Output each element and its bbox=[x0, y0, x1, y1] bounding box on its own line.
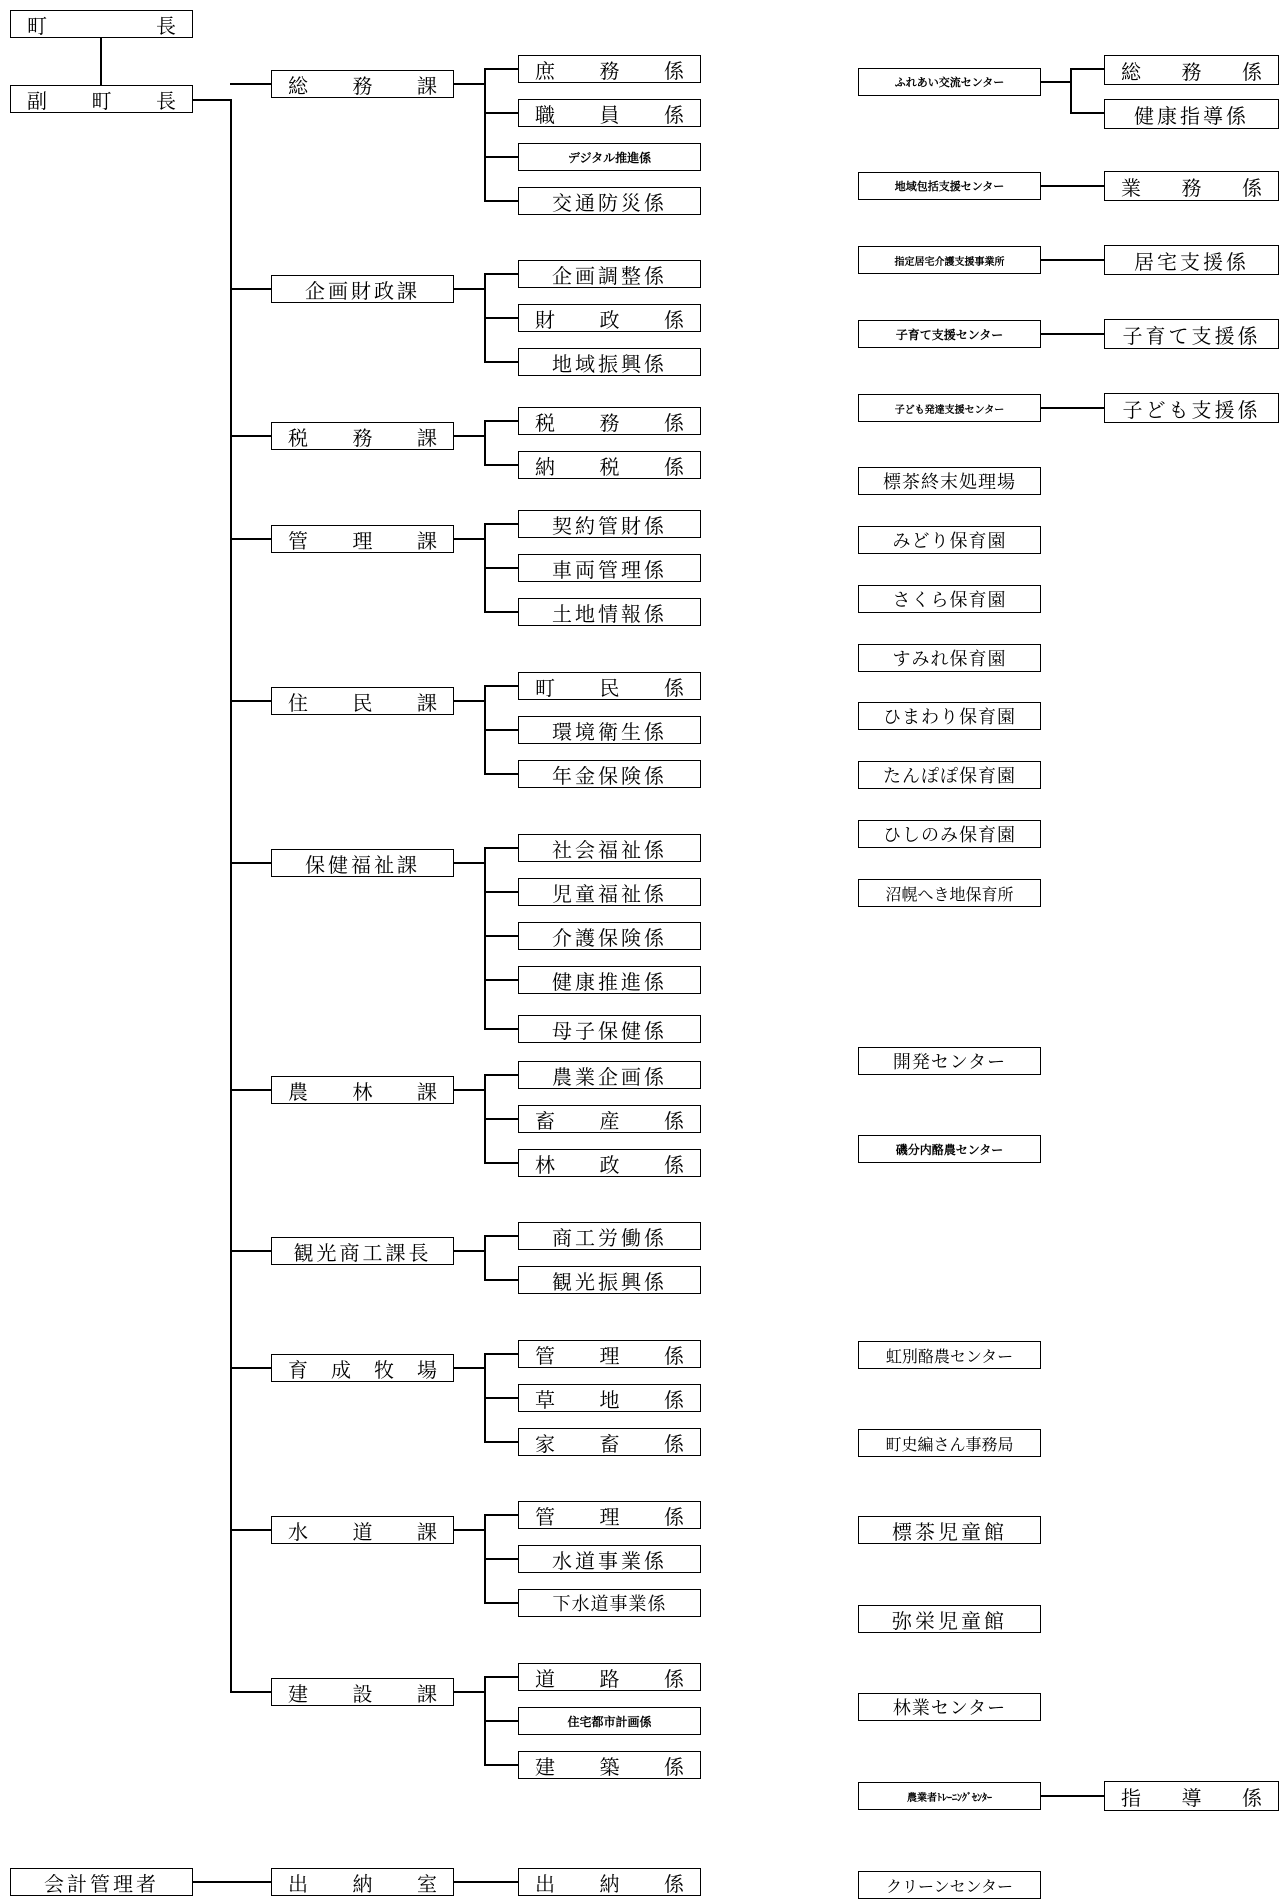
dept-section-line bbox=[454, 1250, 484, 1252]
section-box: 交通防災係 bbox=[518, 187, 701, 215]
accounting-manager-box: 会計管理者 bbox=[10, 1868, 193, 1896]
department-box: 観光商工課長 bbox=[271, 1237, 454, 1265]
section-box bbox=[518, 1501, 701, 1529]
section-box-char: 係 bbox=[664, 1666, 684, 1691]
section-branch-line bbox=[484, 1558, 518, 1560]
section-box-char: 税 bbox=[535, 410, 555, 435]
section-box-char: 築 bbox=[599, 1754, 620, 1779]
facility-box: ひまわり保育園 bbox=[858, 702, 1041, 730]
mayor-box-char: 長 bbox=[156, 13, 176, 38]
section-branch-line bbox=[484, 1602, 518, 1604]
department-box-char: 民 bbox=[352, 690, 373, 715]
facility-section-box: 子ども支援係 bbox=[1104, 393, 1279, 423]
section-branch-line bbox=[484, 979, 518, 981]
section-branch-line bbox=[484, 523, 518, 525]
facility-section-line bbox=[1041, 1795, 1104, 1797]
section-box: 介護保険係 bbox=[518, 922, 701, 950]
section-box-char: 係 bbox=[664, 1387, 684, 1412]
facility-section-line bbox=[1041, 333, 1104, 335]
department-box bbox=[271, 1076, 454, 1104]
section-branch-line bbox=[484, 1441, 518, 1443]
dept-section-line bbox=[454, 1089, 484, 1091]
section-box bbox=[518, 1149, 701, 1177]
department-box-char: 理 bbox=[352, 528, 373, 553]
mayor-deputy-line bbox=[100, 38, 102, 85]
section-box: 車両管理係 bbox=[518, 554, 701, 582]
facility-box: 町史編さん事務局 bbox=[858, 1429, 1041, 1457]
dept-branch-line bbox=[230, 288, 271, 290]
treasury-office-box-char: 室 bbox=[417, 1871, 437, 1896]
facility-branch-line bbox=[1070, 68, 1104, 70]
section-box-char: 員 bbox=[599, 102, 620, 127]
dept-section-line bbox=[454, 1529, 484, 1531]
section-box: 環境衛生係 bbox=[518, 716, 701, 744]
facility-box: 開発センター bbox=[858, 1047, 1041, 1075]
facility-section-box: 子育て支援係 bbox=[1104, 319, 1279, 349]
section-box: デジタル推進係 bbox=[518, 143, 701, 171]
facility-box: 農業者ﾄﾚｰﾆﾝｸﾞｾﾝﾀｰ bbox=[858, 1782, 1041, 1810]
department-box-char: 住 bbox=[288, 690, 308, 715]
section-box: 企画調整係 bbox=[518, 260, 701, 288]
facility-section-box bbox=[1104, 1781, 1279, 1811]
facility-section-box-char: 係 bbox=[1242, 175, 1262, 200]
main-trunk-line bbox=[230, 99, 232, 1693]
section-box-char: 路 bbox=[599, 1666, 620, 1691]
facility-section-box-char: 指 bbox=[1121, 1785, 1141, 1810]
section-bus-line bbox=[484, 69, 486, 201]
section-box bbox=[518, 672, 701, 700]
section-box-char: 理 bbox=[599, 1504, 620, 1529]
section-box-char: 係 bbox=[664, 1108, 684, 1133]
mayor-box-char: 町 bbox=[27, 13, 47, 38]
section-box-char: 庶 bbox=[535, 58, 555, 83]
facility-box: 林業センター bbox=[858, 1693, 1041, 1721]
facility-box: 磯分内酪農センター bbox=[858, 1135, 1041, 1163]
facility-section-box bbox=[1104, 171, 1279, 201]
department-box bbox=[271, 70, 454, 98]
dept-section-line bbox=[454, 862, 484, 864]
dept-section-line bbox=[454, 288, 484, 290]
section-branch-line bbox=[484, 729, 518, 731]
facility-box: 標茶児童館 bbox=[858, 1516, 1041, 1544]
section-branch-line bbox=[484, 156, 518, 158]
dept-branch-line bbox=[230, 83, 271, 85]
section-branch-line bbox=[484, 685, 518, 687]
section-box-char: 産 bbox=[599, 1108, 620, 1133]
section-box-char: 理 bbox=[599, 1343, 620, 1368]
section-branch-line bbox=[484, 464, 518, 466]
section-box-char: 税 bbox=[599, 454, 620, 479]
department-box-char: 管 bbox=[288, 528, 308, 553]
section-box-char: 務 bbox=[599, 410, 620, 435]
department-box bbox=[271, 1516, 454, 1544]
section-branch-line bbox=[484, 847, 518, 849]
department-box bbox=[271, 1354, 454, 1382]
department-box-char: 育 bbox=[288, 1357, 308, 1382]
department-box: 企画財政課 bbox=[271, 275, 454, 303]
section-bus-line bbox=[484, 848, 486, 1029]
facility-box: 虹別酪農センター bbox=[858, 1341, 1041, 1369]
section-box: 土地情報係 bbox=[518, 598, 701, 626]
facility-box: 子ども発達支援センター bbox=[858, 394, 1041, 422]
section-box: 水道事業係 bbox=[518, 1545, 701, 1573]
section-box-char: 管 bbox=[535, 1343, 555, 1368]
facility-box: ふれあい交流センター bbox=[858, 68, 1041, 96]
section-box: 農業企画係 bbox=[518, 1061, 701, 1089]
section-box bbox=[518, 304, 701, 332]
facility-section-box: 居宅支援係 bbox=[1104, 245, 1279, 275]
department-box bbox=[271, 525, 454, 553]
facility-section-line bbox=[1041, 81, 1070, 83]
dept-branch-line bbox=[230, 435, 271, 437]
dept-section-line bbox=[454, 700, 484, 702]
department-box-char: 総 bbox=[288, 73, 308, 98]
facility-section-box-char: 総 bbox=[1121, 59, 1141, 84]
department-box-char: 道 bbox=[352, 1519, 373, 1544]
section-branch-line bbox=[484, 1235, 518, 1237]
section-box-char: 政 bbox=[599, 307, 620, 332]
section-box bbox=[518, 1105, 701, 1133]
treasury-section-box bbox=[518, 1868, 701, 1896]
dept-section-line bbox=[454, 1691, 484, 1693]
section-branch-line bbox=[484, 1720, 518, 1722]
deputy-mayor-box-char: 長 bbox=[156, 88, 176, 113]
section-branch-line bbox=[484, 1279, 518, 1281]
section-box: 観光振興係 bbox=[518, 1266, 701, 1294]
section-box-char: 納 bbox=[535, 454, 555, 479]
section-branch-line bbox=[484, 935, 518, 937]
section-bus-line bbox=[484, 1236, 486, 1280]
section-branch-line bbox=[484, 68, 518, 70]
section-branch-line bbox=[484, 891, 518, 893]
facility-bus-line bbox=[1070, 69, 1072, 113]
section-box: 住宅都市計画係 bbox=[518, 1707, 701, 1735]
department-box-char: 設 bbox=[352, 1681, 373, 1706]
section-box bbox=[518, 99, 701, 127]
section-box bbox=[518, 451, 701, 479]
facility-section-box-char: 係 bbox=[1242, 1785, 1262, 1810]
section-box-char: 務 bbox=[599, 58, 620, 83]
treasury-section-box-char: 納 bbox=[599, 1871, 620, 1896]
dept-section-line bbox=[454, 83, 484, 85]
dept-branch-line bbox=[230, 538, 271, 540]
section-box-char: 家 bbox=[535, 1431, 555, 1456]
section-box-char: 政 bbox=[599, 1152, 620, 1177]
deputy-mayor-box-char: 副 bbox=[27, 88, 47, 113]
dept-section-line bbox=[454, 435, 484, 437]
dept-section-line bbox=[454, 1367, 484, 1369]
section-branch-line bbox=[484, 1162, 518, 1164]
department-box-char: 牧 bbox=[374, 1357, 394, 1382]
section-box: 商工労働係 bbox=[518, 1222, 701, 1250]
department-box bbox=[271, 1678, 454, 1706]
section-box: 母子保健係 bbox=[518, 1015, 701, 1043]
department-box bbox=[271, 687, 454, 715]
section-box-char: 畜 bbox=[535, 1108, 555, 1133]
facility-box: 弥栄児童館 bbox=[858, 1605, 1041, 1633]
facility-box: 子育て支援センター bbox=[858, 320, 1041, 348]
facility-box: みどり保育園 bbox=[858, 526, 1041, 554]
section-box bbox=[518, 1384, 701, 1412]
treasury-office-box-char: 出 bbox=[288, 1871, 308, 1896]
treasury-section-box-char: 出 bbox=[535, 1871, 555, 1896]
facility-box: 指定居宅介護支援事業所 bbox=[858, 246, 1041, 274]
section-box-char: 畜 bbox=[599, 1431, 620, 1456]
section-branch-line bbox=[484, 361, 518, 363]
facility-section-line bbox=[1041, 185, 1104, 187]
section-branch-line bbox=[484, 317, 518, 319]
section-branch-line bbox=[484, 1118, 518, 1120]
department-box-char: 課 bbox=[417, 73, 437, 98]
facility-box: 標茶終末処理場 bbox=[858, 467, 1041, 495]
section-box-char: 草 bbox=[535, 1387, 555, 1412]
facility-box: すみれ保育園 bbox=[858, 644, 1041, 672]
department-box bbox=[271, 422, 454, 450]
dept-branch-line bbox=[230, 1250, 271, 1252]
facility-section-box bbox=[1104, 55, 1279, 85]
department-box-char: 場 bbox=[417, 1357, 437, 1382]
section-branch-line bbox=[484, 200, 518, 202]
section-box: 下水道事業係 bbox=[518, 1589, 701, 1617]
department-box-char: 税 bbox=[288, 425, 308, 450]
section-box-char: 係 bbox=[664, 1343, 684, 1368]
section-branch-line bbox=[484, 112, 518, 114]
department-box-char: 成 bbox=[331, 1357, 351, 1382]
section-box-char: 係 bbox=[664, 454, 684, 479]
department-box-char: 課 bbox=[417, 690, 437, 715]
facility-section-box-char: 務 bbox=[1181, 59, 1202, 84]
department-box-char: 務 bbox=[352, 425, 373, 450]
section-box-char: 建 bbox=[535, 1754, 555, 1779]
section-box-char: 係 bbox=[664, 1504, 684, 1529]
dept-section-line bbox=[454, 538, 484, 540]
dept-branch-line bbox=[230, 1089, 271, 1091]
dept-branch-line bbox=[230, 700, 271, 702]
dept-branch-line bbox=[230, 1529, 271, 1531]
department-box-char: 課 bbox=[417, 1519, 437, 1544]
facility-section-box-char: 業 bbox=[1121, 175, 1141, 200]
section-box-char: 道 bbox=[535, 1666, 555, 1691]
facility-box: たんぽぽ保育園 bbox=[858, 761, 1041, 789]
deputy-mayor-box-char: 町 bbox=[91, 88, 112, 113]
section-branch-line bbox=[484, 1676, 518, 1678]
section-branch-line bbox=[484, 567, 518, 569]
section-box-char: 係 bbox=[664, 102, 684, 127]
facility-section-box: 健康指導係 bbox=[1104, 99, 1279, 129]
facility-box: 沼幌へき地保育所 bbox=[858, 879, 1041, 907]
section-box-char: 財 bbox=[535, 307, 555, 332]
section-box bbox=[518, 1340, 701, 1368]
department-box-char: 農 bbox=[288, 1079, 308, 1104]
treasury-office-box-char: 納 bbox=[352, 1871, 373, 1896]
facility-section-line bbox=[1041, 407, 1104, 409]
department-box-char: 課 bbox=[417, 1079, 437, 1104]
department-box-char: 課 bbox=[417, 1681, 437, 1706]
section-box-char: 管 bbox=[535, 1504, 555, 1529]
dept-branch-line bbox=[230, 1367, 271, 1369]
section-box bbox=[518, 55, 701, 83]
dept-branch-line bbox=[230, 862, 271, 864]
department-box-char: 務 bbox=[352, 73, 373, 98]
section-box bbox=[518, 1751, 701, 1779]
section-box-char: 係 bbox=[664, 307, 684, 332]
facility-box: さくら保育園 bbox=[858, 585, 1041, 613]
department-box-char: 水 bbox=[288, 1519, 308, 1544]
section-box-char: 係 bbox=[664, 58, 684, 83]
facility-box: 地域包括支援センター bbox=[858, 172, 1041, 200]
treasury-section-box-char: 係 bbox=[664, 1871, 684, 1896]
section-box: 契約管財係 bbox=[518, 510, 701, 538]
department-box-char: 課 bbox=[417, 425, 437, 450]
section-box-char: 係 bbox=[664, 1152, 684, 1177]
section-branch-line bbox=[484, 1397, 518, 1399]
section-branch-line bbox=[484, 1074, 518, 1076]
treasury-line bbox=[454, 1881, 518, 1883]
facility-section-box-char: 務 bbox=[1181, 175, 1202, 200]
section-branch-line bbox=[484, 1028, 518, 1030]
facility-section-box-char: 係 bbox=[1242, 59, 1262, 84]
section-box-char: 林 bbox=[535, 1152, 555, 1177]
section-branch-line bbox=[484, 611, 518, 613]
section-branch-line bbox=[484, 1514, 518, 1516]
section-box: 児童福祉係 bbox=[518, 878, 701, 906]
section-box-char: 係 bbox=[664, 675, 684, 700]
section-bus-line bbox=[484, 421, 486, 465]
section-branch-line bbox=[484, 1353, 518, 1355]
section-box-char: 係 bbox=[664, 1431, 684, 1456]
section-box: 健康推進係 bbox=[518, 966, 701, 994]
section-box: 地域振興係 bbox=[518, 348, 701, 376]
section-box-char: 地 bbox=[599, 1387, 620, 1412]
section-box bbox=[518, 1663, 701, 1691]
section-box-char: 町 bbox=[535, 675, 555, 700]
section-branch-line bbox=[484, 773, 518, 775]
section-box-char: 職 bbox=[535, 102, 555, 127]
section-branch-line bbox=[484, 420, 518, 422]
section-box-char: 民 bbox=[599, 675, 620, 700]
dept-branch-line bbox=[230, 1691, 271, 1693]
department-box-char: 林 bbox=[352, 1079, 373, 1104]
section-box: 年金保険係 bbox=[518, 760, 701, 788]
section-branch-line bbox=[484, 1764, 518, 1766]
department-box-char: 建 bbox=[288, 1681, 308, 1706]
department-box: 保健福祉課 bbox=[271, 849, 454, 877]
section-box bbox=[518, 1428, 701, 1456]
section-box bbox=[518, 407, 701, 435]
section-box: 社会福祉係 bbox=[518, 834, 701, 862]
department-box-char: 課 bbox=[417, 528, 437, 553]
treasury-office-box bbox=[271, 1868, 454, 1896]
section-box-char: 係 bbox=[664, 410, 684, 435]
mayor-box bbox=[10, 10, 193, 38]
section-branch-line bbox=[484, 273, 518, 275]
facility-section-line bbox=[1041, 259, 1104, 261]
accounting-line bbox=[193, 1881, 271, 1883]
section-box-char: 係 bbox=[664, 1754, 684, 1779]
facility-section-box-char: 導 bbox=[1181, 1785, 1202, 1810]
facility-box: クリーンセンター bbox=[858, 1871, 1041, 1899]
deputy-trunk-line bbox=[193, 99, 231, 101]
deputy-mayor-box bbox=[10, 85, 193, 113]
facility-box: ひしのみ保育園 bbox=[858, 820, 1041, 848]
facility-branch-line bbox=[1070, 112, 1104, 114]
